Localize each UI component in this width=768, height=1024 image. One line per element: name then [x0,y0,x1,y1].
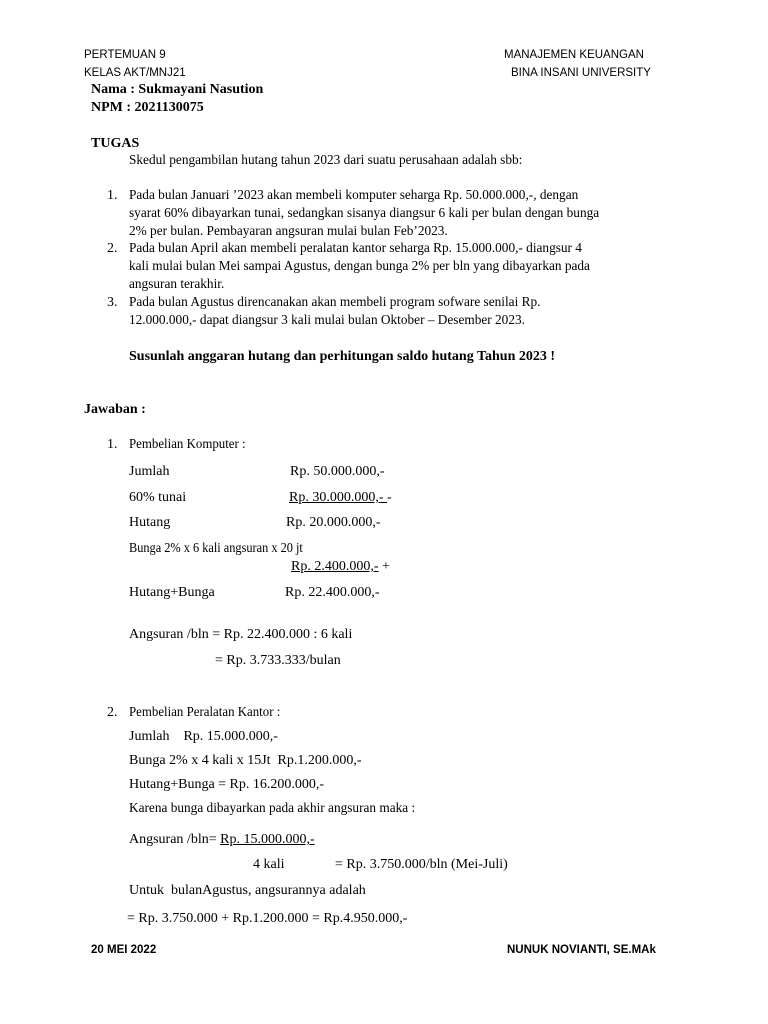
jawaban-heading: Jawaban : [84,402,146,417]
part1-bunga-value: Rp. 2.400.000,- [291,559,379,574]
tugas-heading: TUGAS [91,136,140,151]
part1-tunai-operator: - [387,490,392,505]
part1-hutang-value: Rp. 20.000.000,- [286,515,381,530]
part2-angsuran-numerator: Rp. 15.000.000,- [220,832,315,847]
part1-title: Pembelian Komputer : [129,437,246,452]
part1-angsuran-line1: Angsuran /bln = Rp. 22.400.000 : 6 kali [129,627,353,642]
part1-jumlah-label: Jumlah [129,464,170,479]
tugas-item-1-line3: 2% per bulan. Pembayaran angsuran mulai bulan Feb’2023. [129,224,448,239]
part2-angsuran-result: = Rp. 3.750.000/bln (Mei-Juli) [335,857,508,872]
tugas-instruction: Susunlah anggaran hutang dan perhitungan saldo hutang Tahun 2023 ! [129,349,556,364]
header-class: KELAS AKT/MNJ21 [84,67,186,79]
header-course: MANAJEMEN KEUANGAN [504,49,644,61]
tugas-item-3-line2: 12.000.000,- dapat diangsur 3 kali mulai bulan Oktober – Desember 2023. [129,313,525,328]
tugas-item-3-number: 3. [107,295,118,310]
tugas-item-1-number: 1. [107,188,118,203]
part2-karena-line: Karena bunga dibayarkan pada akhir angsuran maka : [129,801,416,816]
part1-tunai-label: 60% tunai [129,490,187,505]
student-name: Nama : Sukmayani Nasution [91,82,264,97]
part2-angsuran-prefix: Angsuran /bln= [129,832,221,847]
part1-number: 1. [107,437,118,452]
part1-bunga-row [291,559,390,575]
tugas-item-3-line1: Pada bulan Agustus direncanakan akan membeli program sofware senilai Rp. [129,295,541,310]
part1-bunga-operator: + [378,559,390,574]
part2-angsuran-denominator: 4 kali [253,857,285,872]
student-npm: NPM : 2021130075 [91,100,204,115]
tugas-item-2-line1: Pada bulan April akan membeli peralatan kantor seharga Rp. 15.000.000,- diangsur 4 [129,241,582,256]
part1-tunai-value: Rp. 30.000.000,- [289,490,387,505]
part1-hutang-label: Hutang [129,515,171,530]
part1-bunga-label: Bunga 2% x 6 kali angsuran x 20 jt [129,541,303,556]
part1-total-label: Hutang+Bunga [129,585,215,600]
part1-jumlah-value: Rp. 50.000.000,- [290,464,385,479]
part2-bunga-line: Bunga 2% x 4 kali x 15Jt Rp.1.200.000,- [129,753,362,768]
header-meeting: PERTEMUAN 9 [84,49,166,61]
tugas-item-2-line3: angsuran terakhir. [129,277,225,292]
part1-tunai-row [289,490,392,506]
part2-jumlah-line: Jumlah Rp. 15.000.000,- [129,729,278,744]
tugas-item-1-line2: syarat 60% dibayarkan tunai, sedangkan sisanya diangsur 6 kali per bulan dengan bunga [129,206,600,221]
header-university: BINA INSANI UNIVERSITY [511,67,651,79]
tugas-item-1-line1: Pada bulan Januari ’2023 akan membeli komputer seharga Rp. 50.000.000,-, dengan [129,188,579,203]
footer-date: 20 MEI 2022 [91,944,157,956]
part2-number: 2. [107,705,118,720]
tugas-intro: Skedul pengambilan hutang tahun 2023 dari suatu perusahaan adalah sbb: [129,153,523,168]
part2-title: Pembelian Peralatan Kantor : [129,705,281,720]
part2-total-line: Hutang+Bunga = Rp. 16.200.000,- [129,777,325,792]
part2-agustus-calc: = Rp. 3.750.000 + Rp.1.200.000 = Rp.4.950.000,- [127,911,408,926]
footer-lecturer: NUNUK NOVIANTI, SE.MAk [507,944,656,956]
tugas-item-2-line2: kali mulai bulan Mei sampai Agustus, dengan bunga 2% per bln yang dibayarkan pada [129,259,590,274]
tugas-item-2-number: 2. [107,241,118,256]
part2-agustus-line: Untuk bulanAgustus, angsurannya adalah [129,883,366,898]
part1-angsuran-line2: = Rp. 3.733.333/bulan [215,653,341,668]
part2-angsuran-row [129,832,315,848]
part1-total-value: Rp. 22.400.000,- [285,585,380,600]
